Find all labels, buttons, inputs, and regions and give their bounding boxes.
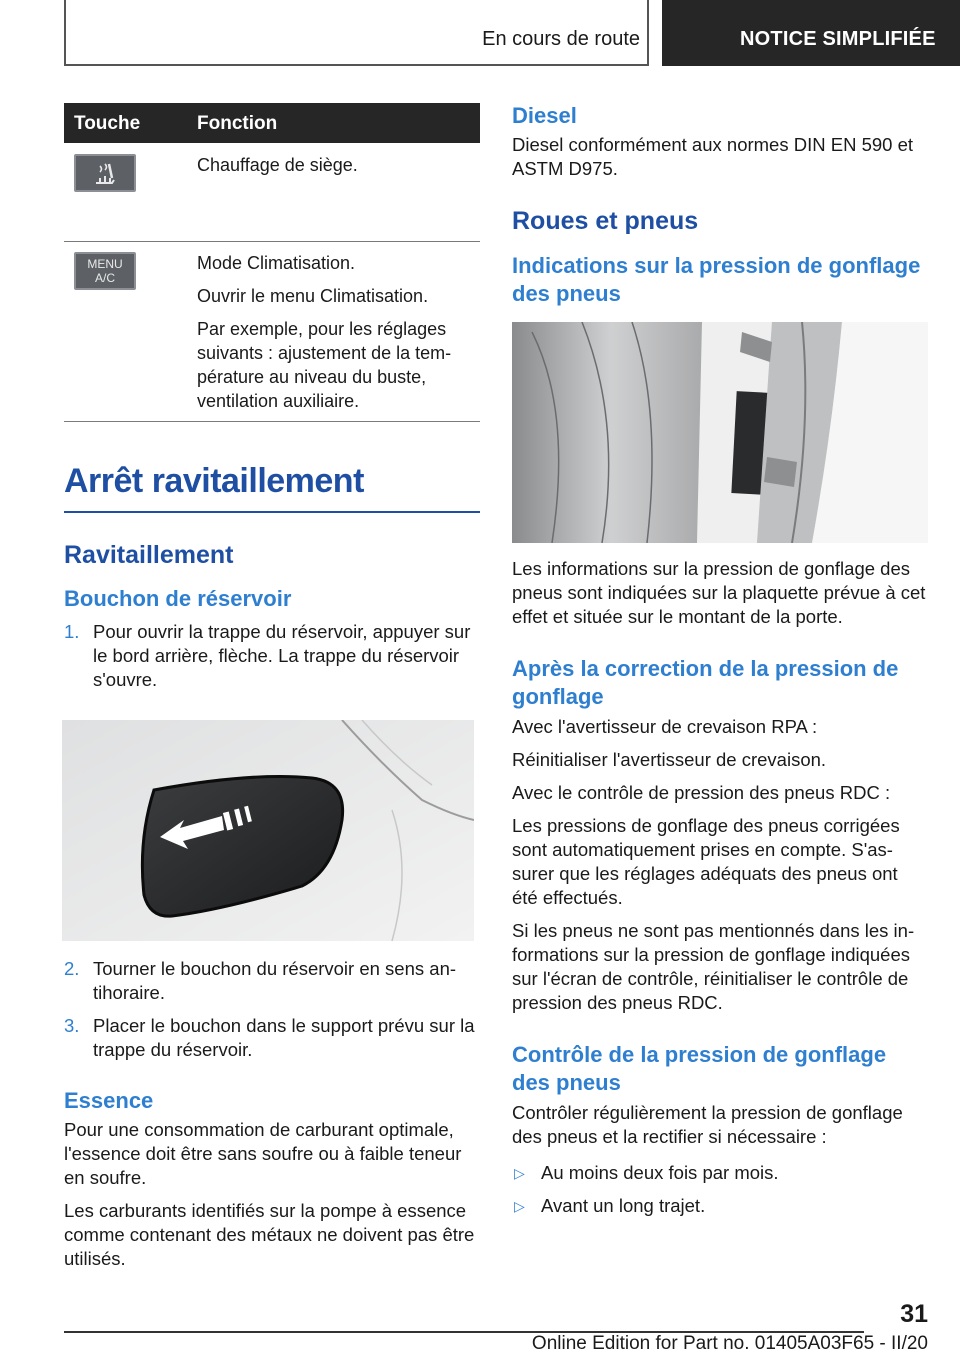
function-table-header — [64, 103, 480, 143]
paragraph: Les informations sur la pression de gonflage des pneus sont indiquées sur la plaquette prévue à cet effet et située sur le montant de la porte. — [512, 558, 926, 627]
list-item — [512, 1194, 928, 1218]
paragraph: Contrôler régulièrement la pression de gonflage des pneus et la rectifier si nécessaire : — [512, 1102, 903, 1147]
menu-key-label: MENU — [87, 257, 123, 271]
triangle-bullet-icon: ▷ — [514, 1198, 525, 1214]
header-chapter-tab — [662, 0, 960, 66]
step-number: 1. — [64, 621, 80, 642]
table-row — [64, 242, 480, 422]
step-text: Pour ouvrir la trappe du réservoir, appuyer sur le bord arrière, flèche. La trappe du réservoir s'ouvre. — [93, 621, 471, 690]
fuel-flap-image — [62, 720, 474, 941]
page-number: 31 — [900, 1300, 928, 1328]
header-chapter-title: NOTICE SIMPLIFIÉE — [740, 28, 936, 50]
list-item — [512, 1161, 928, 1185]
paragraph: Pour une consommation de carburant optimale, l'essence doit être sans soufre ou à faible teneur en soufre. — [64, 1119, 462, 1188]
table-col-function: Fonction — [197, 113, 278, 134]
topic-heading: Bouchon de réservoir — [64, 586, 292, 611]
bullet-text: Avant un long trajet. — [541, 1195, 706, 1216]
footer-edition: Online Edition for Part no. 01405A03F65 - II/20 — [531, 1333, 928, 1354]
subsection-heading: Ravitaillement — [64, 541, 234, 569]
paragraph: Diesel conformément aux normes DIN EN 590 et ASTM D975. — [512, 134, 914, 179]
paragraph: Avec l'avertisseur de crevaison RPA : — [512, 716, 818, 737]
list-item — [64, 620, 480, 692]
triangle-bullet-icon: ▷ — [514, 1165, 525, 1181]
table-row-text: Ouvrir le menu Climatisation. — [197, 286, 429, 306]
list-item — [64, 957, 480, 1005]
list-item — [64, 1014, 480, 1062]
right-column — [512, 103, 928, 1218]
paragraph: Si les pneus ne sont pas mentionnés dans les informations sur la pression de gonflage indiquées sur l'écran de contrôle, réinitialiser le contrôle de pression des pneus RDC. — [512, 920, 915, 1013]
step-number: 3. — [64, 1015, 80, 1036]
subsection-heading: Roues et pneus — [512, 207, 699, 235]
section-heading: Arrêt ravitaillement — [64, 462, 480, 513]
table-row — [64, 143, 480, 242]
topic-heading: Après la correction de la pression de gonflage — [512, 656, 899, 709]
topic-heading: Indications sur la pression de gonflage des pneus — [512, 253, 921, 306]
bullet-text: Au moins deux fois par mois. — [541, 1162, 779, 1183]
paragraph: Les pressions de gonflage des pneus corrigées sont automatiquement prises en compte. S'assurer que les réglages adéquats des pneus ont été effectués. — [512, 815, 900, 908]
table-row-text: Mode Climatisation. — [197, 253, 356, 273]
paragraph: Avec le contrôle de pression des pneus RDC : — [512, 782, 891, 803]
topic-heading: Contrôle de la pression de gonflage des pneus — [512, 1042, 887, 1095]
step-text: Tourner le bouchon du réservoir en sens antihoraire. — [93, 958, 457, 1003]
door-pillar-image — [512, 322, 928, 543]
step-text: Placer le bouchon dans le support prévu sur la trappe du réservoir. — [93, 1015, 475, 1060]
menu-ac-icon — [74, 252, 136, 290]
left-column — [64, 103, 480, 1271]
ac-key-label: A/C — [94, 271, 115, 285]
table-row-text: Par exemple, pour les réglages suivants : ajustement de la température au niveau du buste, ventilation auxiliaire. — [197, 319, 452, 411]
paragraph: Réinitialiser l'avertisseur de crevaison. — [512, 749, 827, 770]
table-row-text: Chauffage de siège. — [197, 155, 358, 175]
seat-heating-icon — [74, 154, 136, 192]
header-section-title: En cours de route — [482, 28, 640, 50]
paragraph: Les carburants identifiés sur la pompe à essence comme contenant des métaux ne doivent pas être utilisés. — [64, 1200, 475, 1269]
table-col-key: Touche — [74, 113, 141, 134]
topic-heading: Essence — [64, 1088, 154, 1113]
step-number: 2. — [64, 958, 80, 979]
topic-heading: Diesel — [512, 103, 577, 128]
